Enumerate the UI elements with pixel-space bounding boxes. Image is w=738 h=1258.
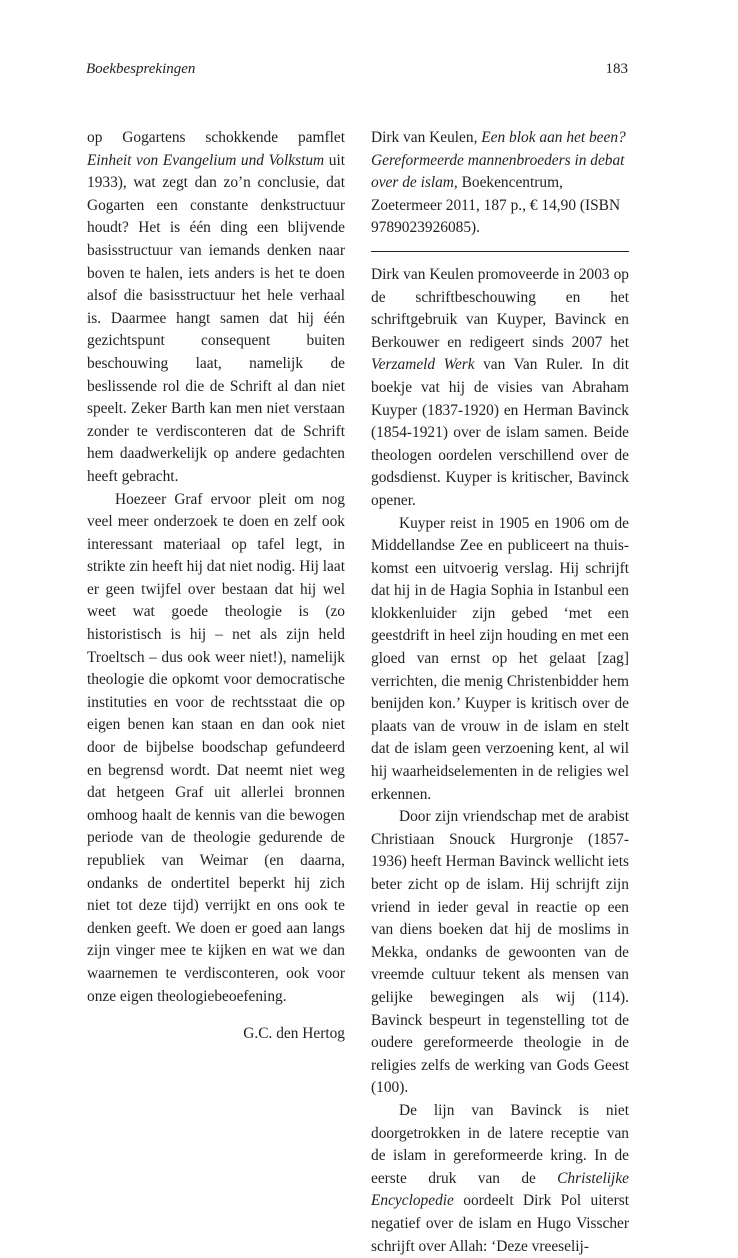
right-paragraph-2: Kuyper reist in 1905 en 1906 om de Middellandse Zee en publiceert na thuiskomst een uitvoerig verslag. Hij schrijft dat hij in de Hagia Sophia in Istanbul een klokkenluider zijn gebed ‘met een geestdrift in heel zijn houding en met een gloed van ernst op het gelaat [zag] verrichten, die menig Christenbidder hem benijden kon.’ Kuyper is kritisch over de plaats van de vrouw in de islam en stelt dat de islam geen verzoening kent, al wil hij waarheidselementen in de religies wel erkennen. [371, 514, 629, 803]
review-author-signature: G.C. den Hertog [243, 1025, 345, 1043]
right-paragraph-1: Dirk van Keulen promoveerde in 2003 op de schriftbeschouwing en het schriftgebruik van Kuyper, Bavinck en Berkouwer en redigeert sinds 2007 het Verzameld Werk van Van Ruler. In dit boekje vat hij de visies van Abraham Kuyper (1837-1920) en Herman Bavinck (1854-1921) over de islam samen. Beide theologen oordelen verschillend over de godsdienst. Kuyper is kritischer, Bavinck opener. [371, 265, 629, 509]
book-reference [371, 127, 629, 240]
left-paragraph-1: op Gogartens schokkende pamflet Einheit von Evangelium und Volkstum uit 1933), wat zegt dan zo’n conclusie, dat Gogarten een constante denkstructuur houdt? Het is één ding een blijvende basisstructuur van iemands denken naar boven te halen, iets anders is het te doen alsof die basisstructuur het hele verhaal is. Daarmee hangt samen dat hij één gezichtspunt consequent buiten beschouwing laat, namelijk de beslissende rol die de Schrift al dan niet speelt. Zeker Barth kan men niet verstaan zonder te verdisconteren dat de Schrift hem daadwerkelijk op andere gedachten heeft gebracht. [87, 129, 345, 485]
book-details: , Boekencentrum, Zoetermeer 2011, 187 p., € 14,90 (ISBN 9789023926085). [371, 174, 621, 237]
book-title-einheit: Einheit von Evangelium und Volkstum [87, 151, 325, 169]
book-title: Een blok aan het been? Gereformeerde mannenbroeders in debat over de islam [371, 129, 626, 192]
book-author: Dirk van Keulen, [371, 129, 482, 146]
verzameld-werk-title: Verzameld Werk [371, 356, 475, 374]
right-paragraph-3: Door zijn vriendschap met de arabist Christiaan Snouck Hurgronje (1857-1936) heeft Herman Bavinck wellicht iets beter zicht op de islam. Hij schrijft zijn vriend in ieder geval in reactie op een van diens boeken dat hij de moslims in Mekka, ondanks de gewoonten van de vreemde cultuur tekent als mensen van gelijke bewegingen als wij (114). Bavinck bespeurt in tegenstelling tot de oudere gereformeerde theologie in de religies zelfs de werking van Gods Geest (100). [371, 808, 629, 1097]
left-column [87, 127, 345, 1046]
divider-rule [371, 251, 629, 252]
right-paragraph-4: De lijn van Bavinck is niet doorgetrokken in de latere receptie van de islam in gereformeerde kring. In de eerste druk van de Christelijke Encyclopedie oordeelt Dirk Pol uiterst negatief over de islam en Hugo Visscher schrijft over Allah: ‘Deze vreeselij- [371, 1101, 629, 1255]
page-header [86, 61, 628, 85]
left-paragraph-2: Hoezeer Graf ervoor pleit om nog veel meer onderzoek te doen en zelf ook interessant materiaal op tafel legt, in strikte zin heeft hij dat niet nodig. Hij laat er geen twijfel over bestaan dat hij wel weet wat goede theologie is (zo historistisch is hij – net als zijn held Troeltsch – dus ook weer niet!), namelijk theologie die opkomt voor democratische instituties en voor de rechtsstaat die op eigen benen kan staan en dan ook niet door de bijbelse boodschap gefundeerd en begrensd wordt. Dat neemt niet weg dat hetgeen Graf uit allerlei bronnen omhoog haalt de kennis van die bewogen periode van de theologie gedurende de republiek van Weimar (en daarna, ondanks de ondertitel beperkt hij zich niet tot deze tijd) verrijkt en ons ook te denken geeft. We doen er goed aan langs zijn vinger mee te kijken en wat we dan waarnemen te verdisconteren, ook voor onze eigen theologiebeoefening. [87, 490, 345, 1005]
page-number: 183 [605, 61, 628, 77]
right-column [371, 127, 629, 1258]
christelijke-encyclopedie-title: Christelijke Encyclopedie [371, 1169, 629, 1210]
running-head: Boekbesprekingen [86, 61, 196, 77]
